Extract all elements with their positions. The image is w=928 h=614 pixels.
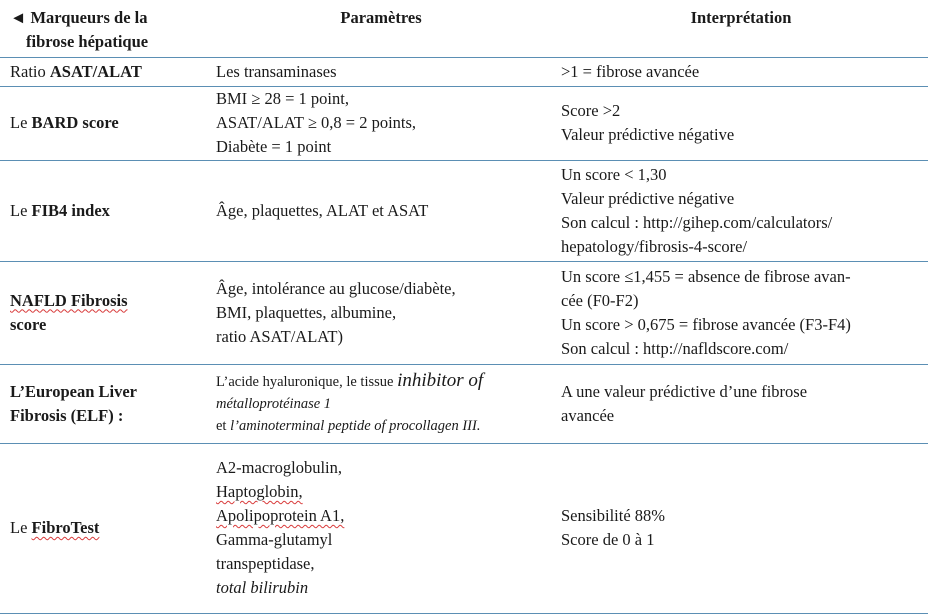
interp-line: Valeur prédictive négative [561,188,735,208]
interp-cell [561,261,921,364]
marker-name-line2: Fibrosis (ELF) : [10,405,124,425]
interp-line: Son calcul : http://nafldscore.com/ [561,338,789,358]
param-line: ratio ASAT/ALAT) [216,326,343,346]
param-text-italic: inhibitor of [397,370,484,391]
header-markers [10,6,205,57]
interp-line: Score de 0 à 1 [561,530,655,549]
marker-cell [10,261,205,364]
param-line: transpeptidase, [216,554,315,573]
marker-name: ASAT/ALAT [49,61,142,81]
param-line: Apolipoprotein A1, [216,506,345,525]
marker-cell [10,443,205,613]
interp-line: >1 = fibrose avancée [561,61,700,81]
param-line: Gamma-glutamyl [216,530,333,549]
marker-prefix: Le [10,518,32,537]
interp-cell [561,443,921,613]
interp-line: hepatology/fibrosis-4-score/ [561,236,748,256]
param-line: métalloprotéinase 1 [216,396,332,412]
interp-line: Valeur prédictive négative [561,125,735,144]
table-row [0,443,928,614]
table-row [0,160,928,262]
params-cell [216,57,546,86]
interp-line: Un score > 0,675 = fibrose avancée (F3-F4) [561,314,851,334]
table-row [0,86,928,161]
marker-name: FIB4 index [31,200,110,220]
header-markers-line2: fibrose hépatique [26,32,149,51]
table-row [0,261,928,365]
interp-line: avancée [561,405,615,425]
params-cell [216,443,546,613]
header-interpretation: Interprétation [690,8,792,27]
marker-name-line2: score [10,314,47,334]
table-row [0,57,928,87]
param-line: Âge, intolérance au glucose/diabète, [216,278,456,298]
param-line: Les transaminases [216,61,337,81]
marker-name-line1: L’European Liver [10,381,137,401]
header-markers-line1: ◄ Marqueurs de la [10,8,148,27]
table-row [0,364,928,444]
interp-cell [561,364,921,443]
params-cell [216,261,546,364]
param-line: ASAT/ALAT ≥ 0,8 = 2 points, [216,113,417,132]
interp-line: Sensibilité 88% [561,506,666,525]
marker-cell [10,364,205,443]
marker-name: BARD score [31,113,119,132]
interp-line: Un score ≤1,455 = absence de fibrose avan- [561,266,851,286]
interp-cell [561,160,921,261]
marker-name-line1: NAFLD Fibrosis [10,290,128,310]
param-line: BMI ≥ 28 = 1 point, [216,89,349,108]
params-cell [216,364,546,443]
marker-name: FibroTest [31,518,100,537]
param-line: Diabète = 1 point [216,137,332,156]
interp-line: A une valeur prédictive d’une fibrose [561,381,808,401]
interp-line: Son calcul : http://gihep.com/calculators/ [561,212,833,232]
param-text: et [216,418,231,434]
header-parameters: Paramètres [340,8,422,27]
interp-cell [561,57,921,86]
params-cell [216,160,546,261]
marker-cell [10,160,205,261]
marker-prefix: Le [10,200,32,220]
marker-prefix: Le [10,113,32,132]
param-line: BMI, plaquettes, albumine, [216,302,397,322]
param-line: A2-macroglobulin, [216,458,343,477]
interp-cell [561,86,921,160]
param-line: total bilirubin [216,578,309,597]
interp-line: cée (F0-F2) [561,290,639,310]
interp-line: Un score < 1,30 [561,164,667,184]
marker-cell [10,86,205,160]
marker-cell [10,57,205,86]
interp-line: Score >2 [561,101,621,120]
param-text-italic: l’aminoterminal peptide of procollagen III. [230,418,481,434]
table-header-row [0,0,928,58]
params-cell [216,86,546,160]
param-line: Âge, plaquettes, ALAT et ASAT [216,200,429,220]
param-text: L’acide hyaluronique, le tissue [216,374,398,390]
marker-prefix: Ratio [10,61,50,81]
param-line: Haptoglobin, [216,482,303,501]
